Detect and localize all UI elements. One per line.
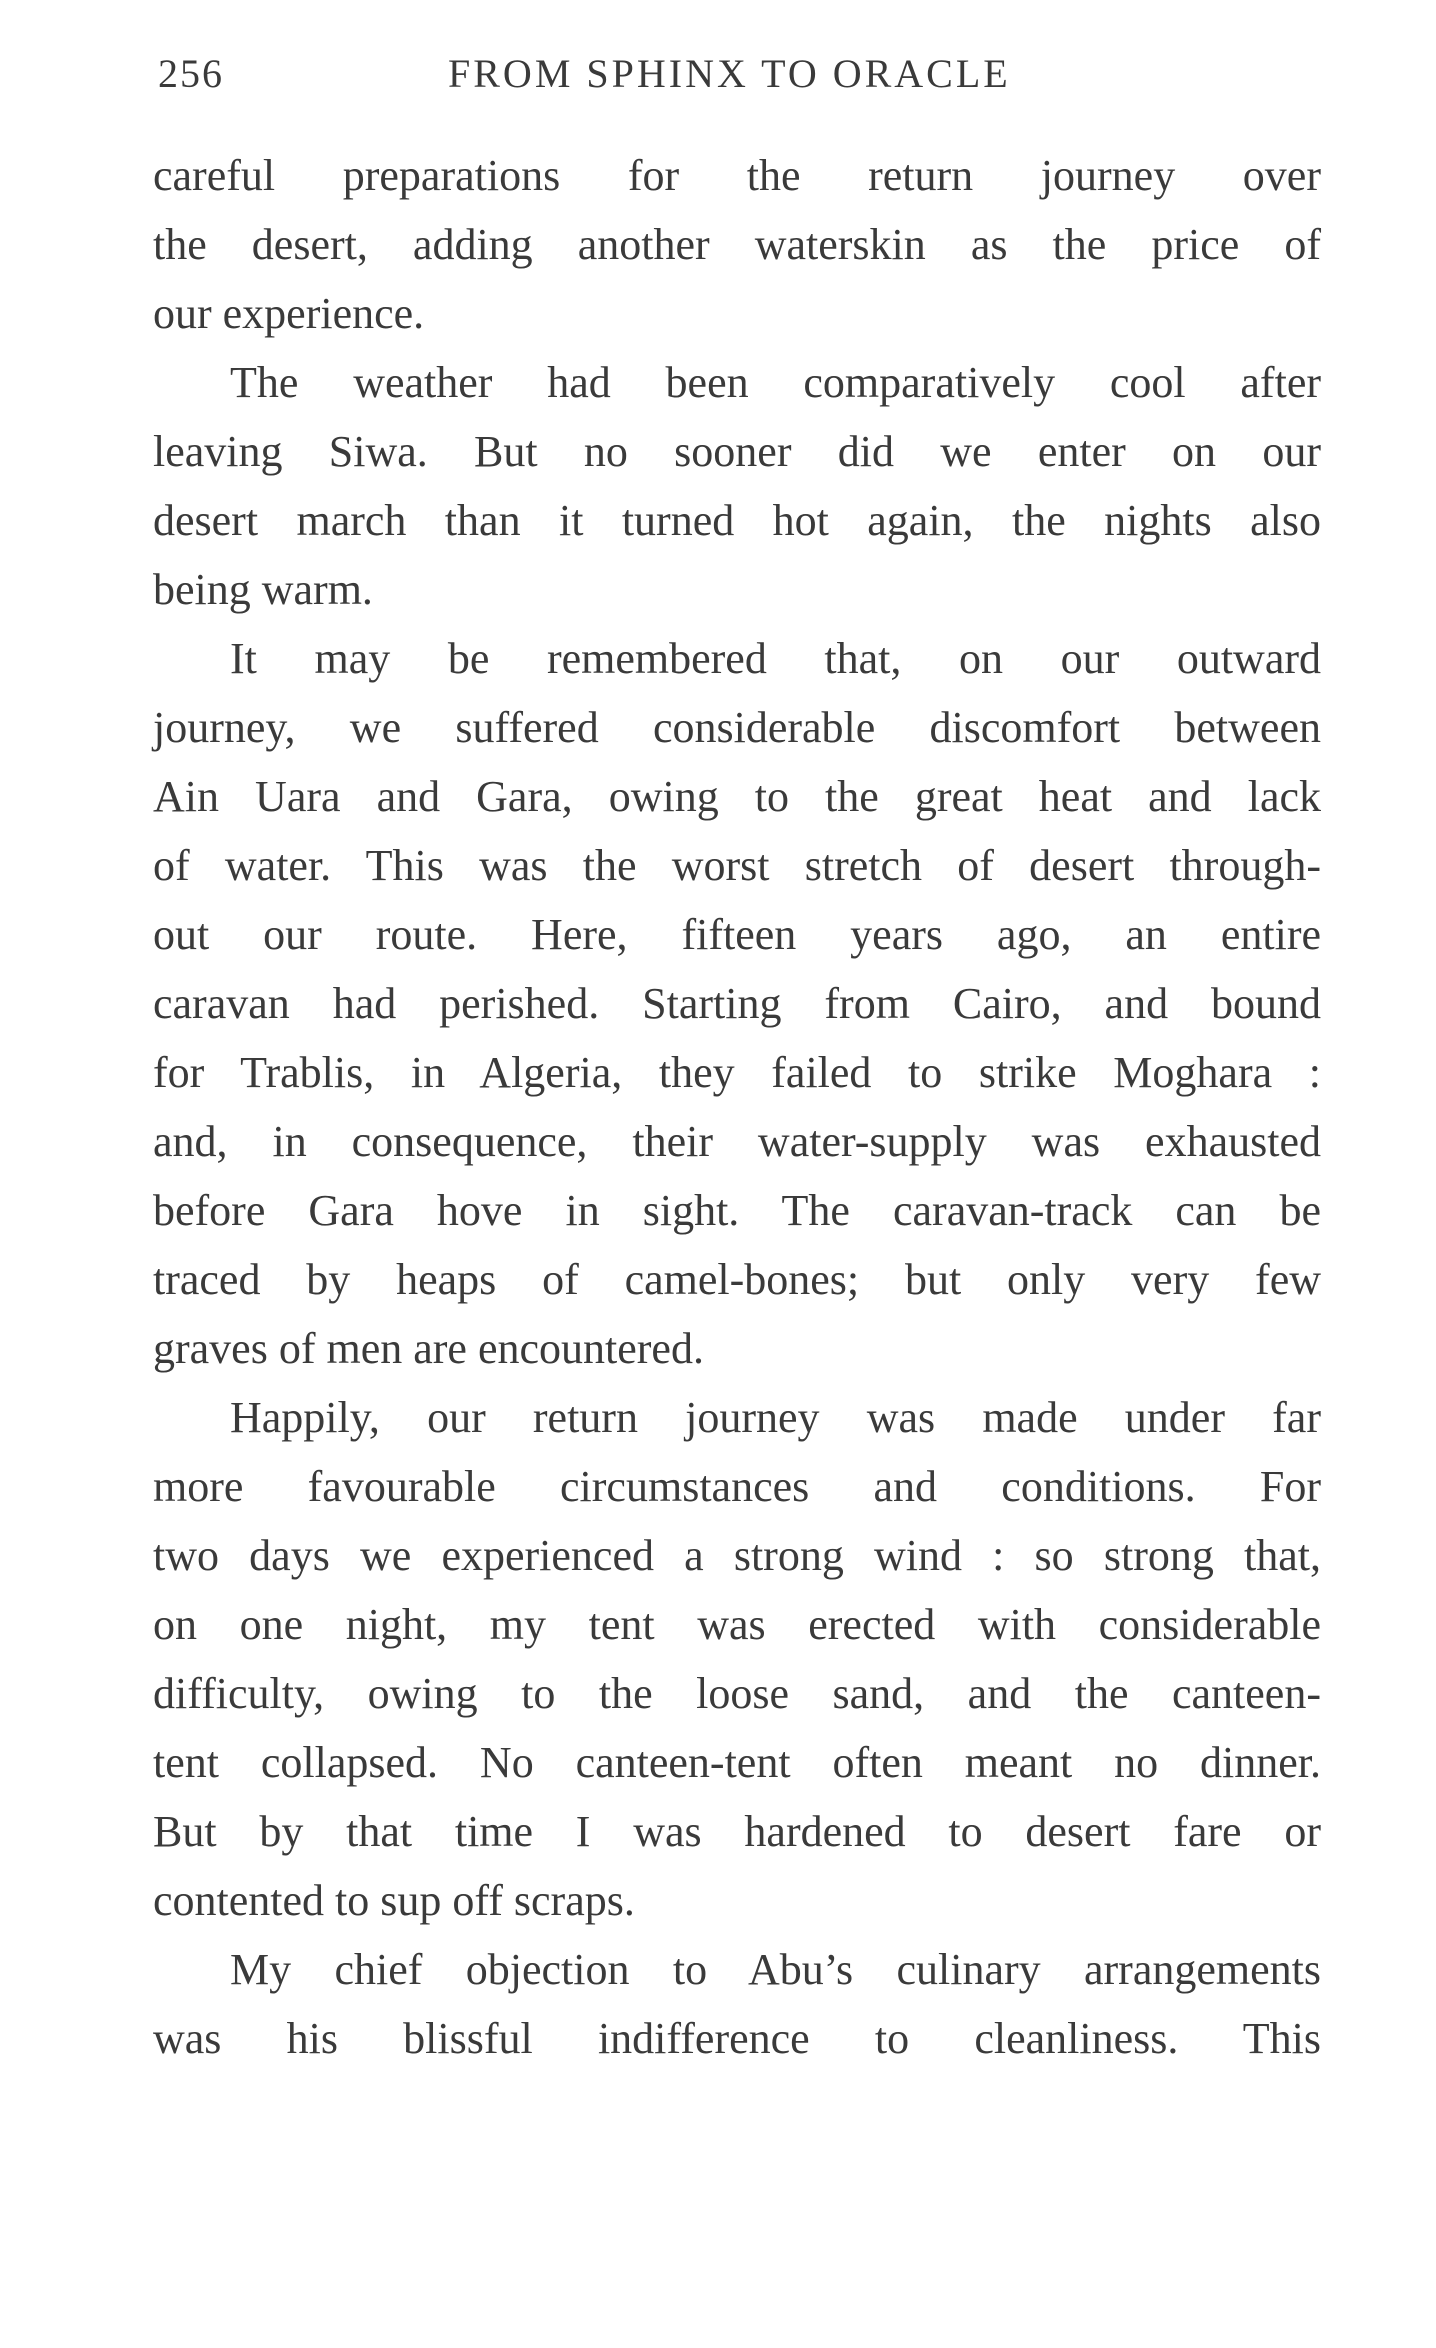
text-line: But by that time I was hardened to desert fare or bbox=[153, 1807, 1321, 1856]
page-number: 256 bbox=[158, 51, 224, 96]
text-line: journey, we suffered considerable discomfort between bbox=[153, 703, 1321, 752]
text-line: traced by heaps of camel-bones; but only very few bbox=[153, 1255, 1321, 1304]
text-line: caravan had perished. Starting from Cairo, and bound bbox=[153, 979, 1321, 1028]
running-title: FROM SPHINX TO ORACLE bbox=[448, 51, 1011, 96]
text-line: more favourable circumstances and conditions. For bbox=[153, 1462, 1321, 1511]
paragraph-first-line: Happily, our return journey was made under far bbox=[230, 1393, 1321, 1442]
text-line: difficulty, owing to the loose sand, and the canteen- bbox=[153, 1669, 1321, 1718]
text-line: the desert, adding another waterskin as the price of bbox=[153, 220, 1321, 269]
text-line: careful preparations for the return journey over bbox=[153, 151, 1321, 200]
paragraph-first-line: The weather had been comparatively cool after bbox=[230, 358, 1321, 407]
text-line: was his blissful indifference to cleanliness. This bbox=[153, 2014, 1321, 2063]
text-line: Ain Uara and Gara, owing to the great heat and lack bbox=[153, 772, 1321, 821]
text-line: our experience. bbox=[153, 289, 425, 338]
paragraph-first-line: It may be remembered that, on our outward bbox=[230, 634, 1321, 683]
text-line: tent collapsed. No canteen-tent often meant no dinner. bbox=[153, 1738, 1321, 1787]
paragraph-first-line: My chief objection to Abu’s culinary arrangements bbox=[230, 1945, 1321, 1994]
text-line: contented to sup off scraps. bbox=[153, 1876, 635, 1925]
text-line: out our route. Here, fifteen years ago, an entire bbox=[153, 910, 1321, 959]
running-header bbox=[158, 50, 1318, 100]
text-line: and, in consequence, their water-supply was exhausted bbox=[153, 1117, 1321, 1166]
text-line: leaving Siwa. But no sooner did we enter on our bbox=[153, 427, 1321, 476]
text-line: two days we experienced a strong wind : so strong that, bbox=[153, 1531, 1321, 1580]
text-line: graves of men are encountered. bbox=[153, 1324, 704, 1373]
text-line: before Gara hove in sight. The caravan-track can be bbox=[153, 1186, 1321, 1235]
text-line: desert march than it turned hot again, the nights also bbox=[153, 496, 1321, 545]
text-line: being warm. bbox=[153, 565, 373, 614]
text-line: of water. This was the worst stretch of desert through- bbox=[153, 841, 1321, 890]
text-line: on one night, my tent was erected with considerable bbox=[153, 1600, 1321, 1649]
text-line: for Trablis, in Algeria, they failed to strike Moghara : bbox=[153, 1048, 1321, 1097]
